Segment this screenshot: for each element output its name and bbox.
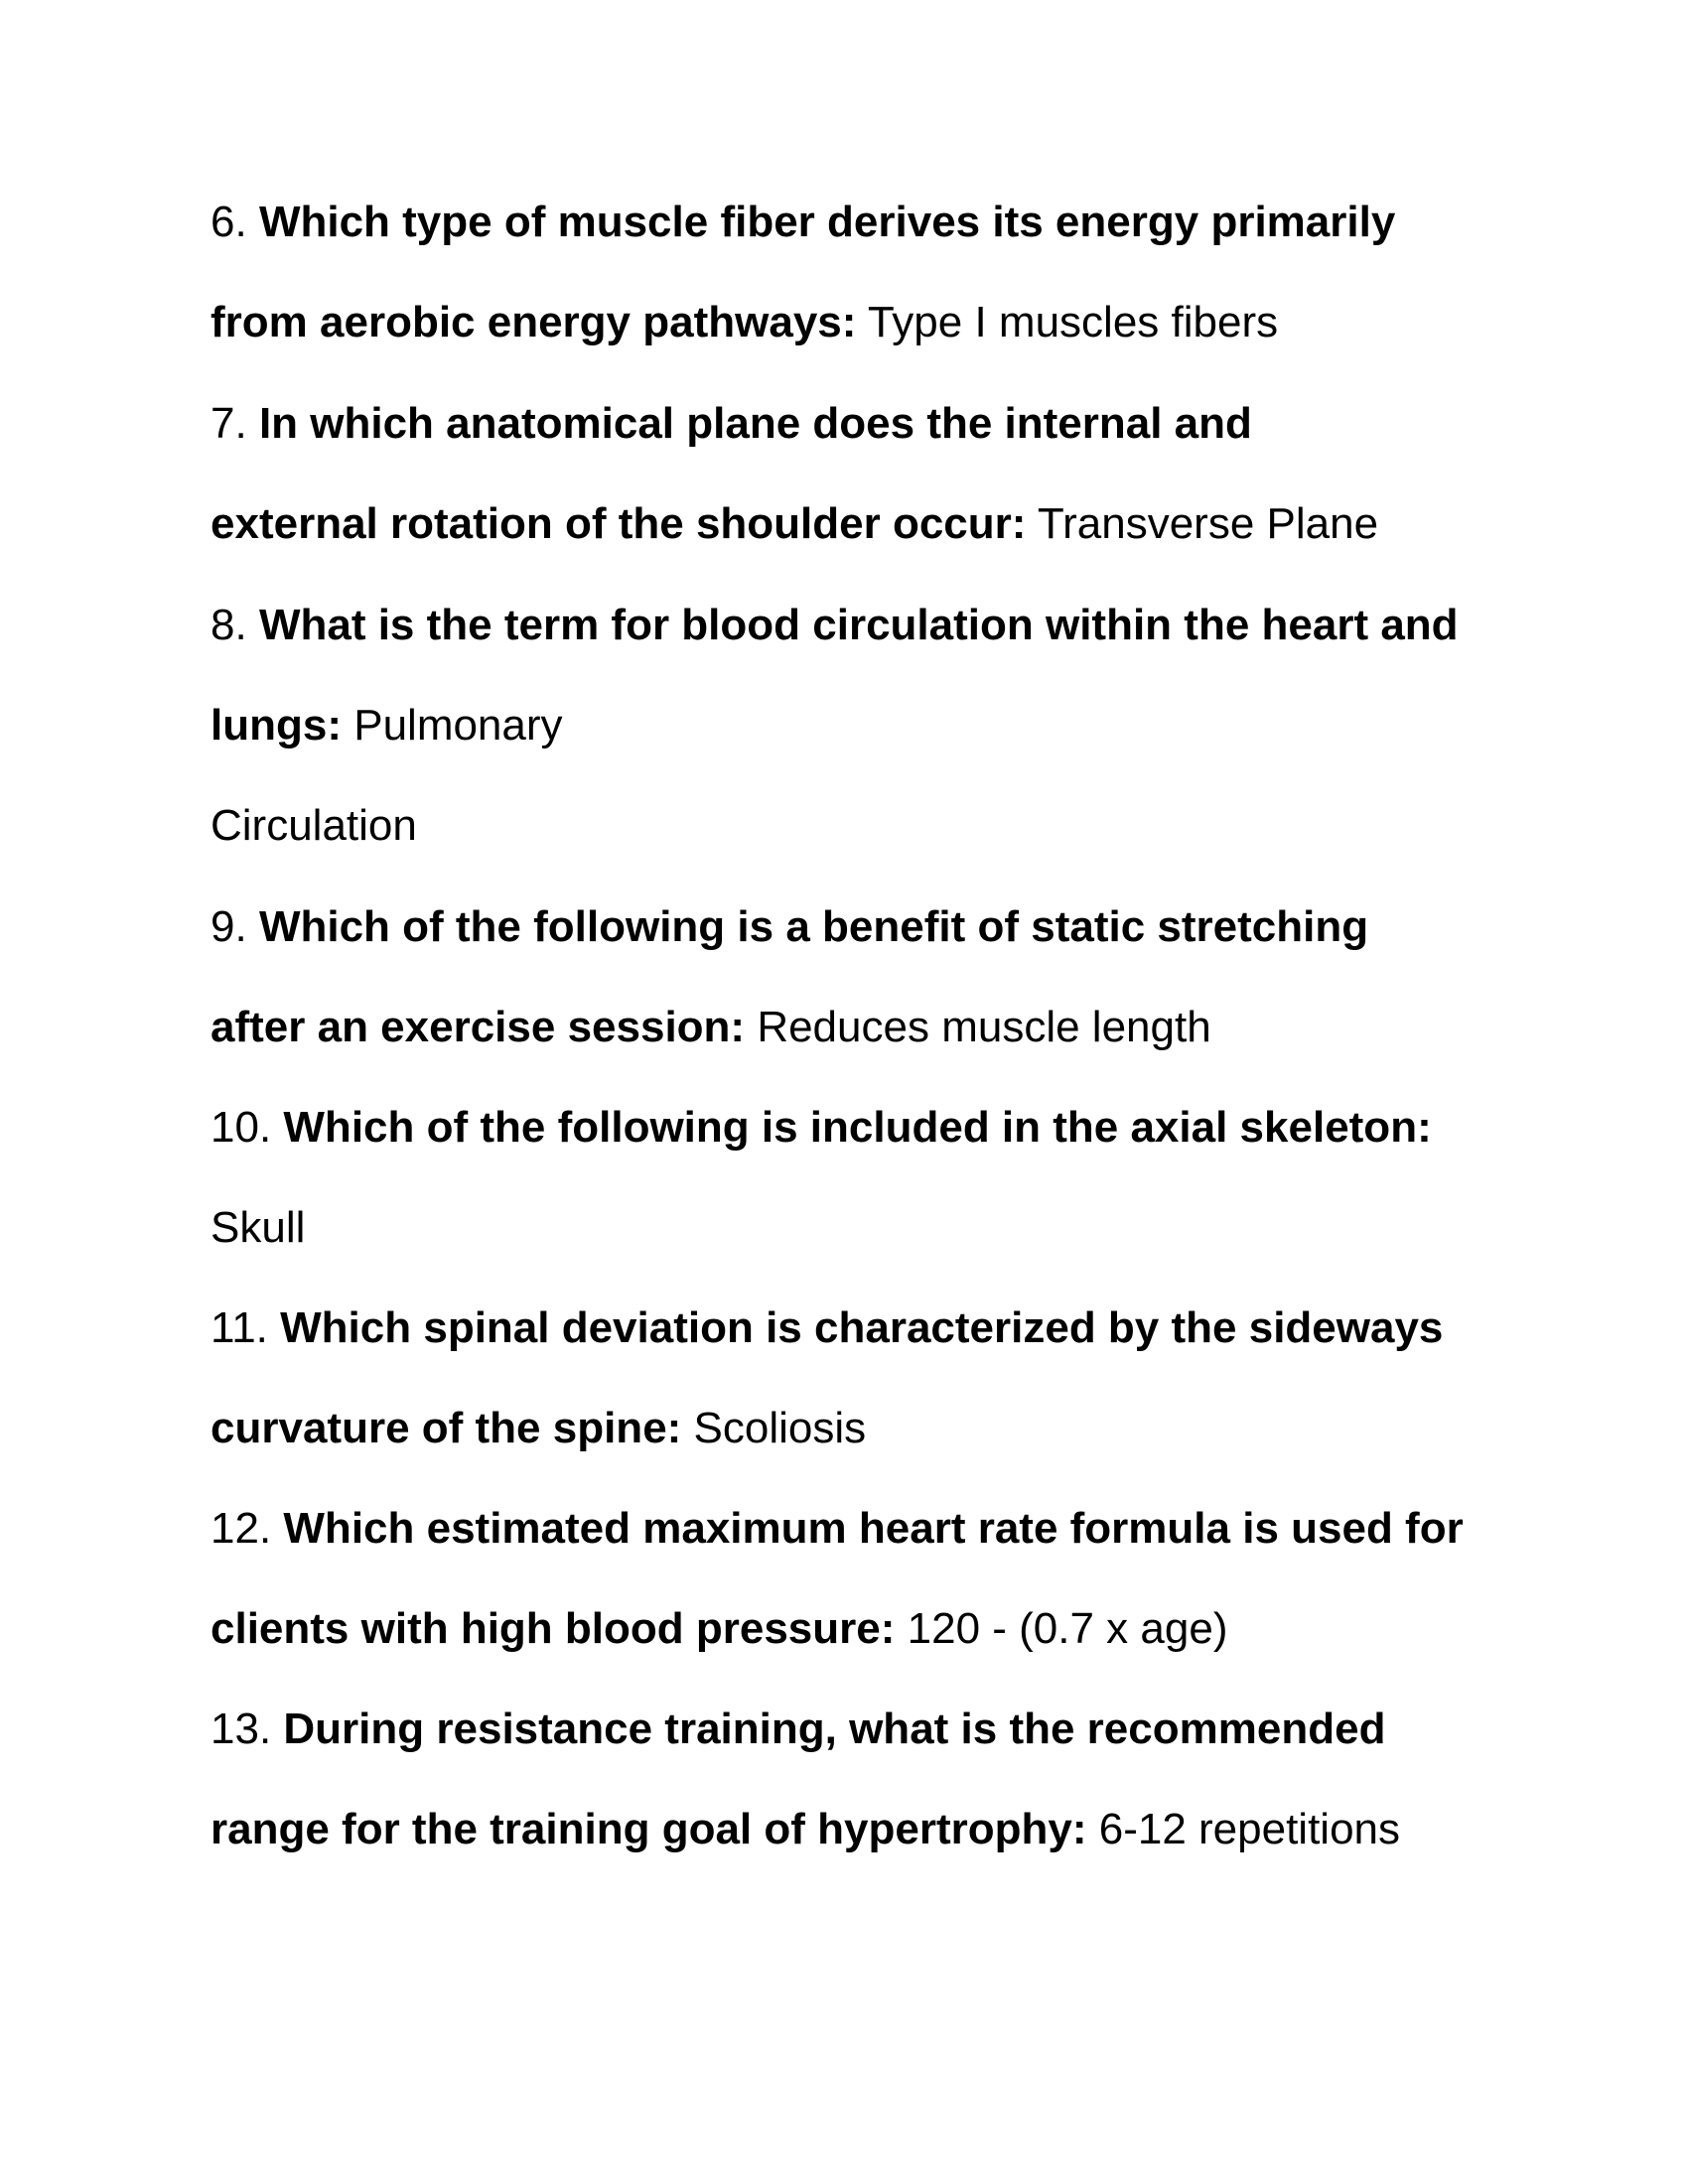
- question-text: Which of the following is a benefit of static stretching: [258, 902, 1369, 951]
- question-text: external rotation of the shoulder occur:: [211, 499, 1027, 548]
- question-7-line-1: [211, 398, 1601, 450]
- question-6-line-2: [211, 297, 1601, 348]
- question-text: In which anatomical plane does the internal and: [258, 399, 1252, 448]
- question-text: Which estimated maximum heart rate formula is used for: [283, 1504, 1464, 1553]
- question-text: after an exercise session:: [211, 1003, 746, 1051]
- question-11-line-2: [211, 1403, 1601, 1454]
- question-9-line-1: [211, 901, 1601, 953]
- answer-text: Transverse Plane: [1037, 499, 1379, 548]
- answer-text: Pulmonary: [353, 701, 563, 750]
- question-7-line-2: [211, 498, 1601, 550]
- question-6-line-1: [211, 197, 1601, 248]
- question-8-line-1: [211, 600, 1601, 651]
- answer-text: 120 - (0.7 x age): [907, 1604, 1228, 1653]
- question-text: What is the term for blood circulation within the heart and: [258, 601, 1459, 649]
- question-text: lungs:: [211, 701, 342, 750]
- question-12-line-2: [211, 1603, 1601, 1655]
- question-text: curvature of the spine:: [211, 1404, 682, 1452]
- question-9-line-2: [211, 1002, 1601, 1053]
- question-number: 8.: [211, 601, 247, 649]
- question-number: 13.: [211, 1705, 272, 1753]
- question-13-line-2: [211, 1804, 1601, 1855]
- answer-text: Skull: [211, 1203, 306, 1252]
- question-number: 9.: [211, 902, 247, 951]
- question-11-line-1: [211, 1302, 1601, 1354]
- answer-text: Scoliosis: [693, 1404, 867, 1452]
- question-10-line-1: [211, 1102, 1601, 1154]
- question-number: 10.: [211, 1103, 272, 1152]
- answer-text: Reduces muscle length: [757, 1003, 1211, 1051]
- question-text: from aerobic energy pathways:: [211, 298, 857, 346]
- question-text: During resistance training, what is the recommended: [283, 1705, 1386, 1753]
- question-text: Which spinal deviation is characterized by the sideways: [280, 1303, 1444, 1352]
- question-number: 7.: [211, 399, 247, 448]
- question-number: 11.: [211, 1303, 268, 1352]
- question-12-line-1: [211, 1503, 1601, 1555]
- question-10-line-2: [211, 1202, 1601, 1254]
- question-number: 12.: [211, 1504, 272, 1553]
- answer-text: 6-12 repetitions: [1098, 1805, 1401, 1853]
- answer-text: Type I muscles fibers: [867, 298, 1279, 346]
- question-text: clients with high blood pressure:: [211, 1604, 896, 1653]
- question-8-line-3: [211, 800, 1601, 852]
- question-number: 6.: [211, 198, 247, 246]
- question-8-line-2: [211, 700, 1601, 751]
- question-text: range for the training goal of hypertrophy:: [211, 1805, 1087, 1853]
- answer-text-continued: Circulation: [211, 801, 417, 850]
- question-text: Which type of muscle fiber derives its energy primarily: [258, 198, 1396, 246]
- question-13-line-1: [211, 1704, 1601, 1755]
- question-text: Which of the following is included in the axial skeleton:: [283, 1103, 1432, 1152]
